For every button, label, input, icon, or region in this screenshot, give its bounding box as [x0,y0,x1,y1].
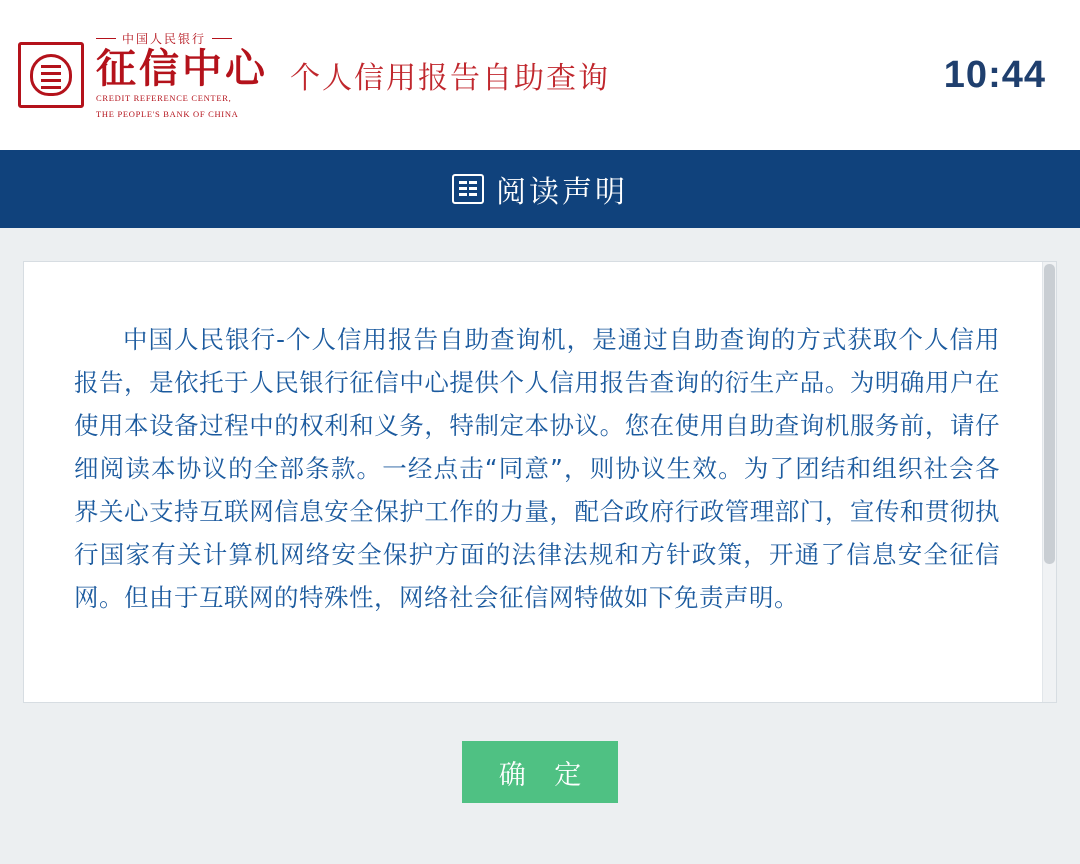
logo-main-label: 征信中心 [96,46,268,93]
section-header-bar [0,150,1080,228]
statement-scrollbar[interactable] [1042,262,1056,702]
page-title: 个人信用报告自助查询 [290,61,610,96]
logo-rule-left [96,38,116,39]
pbc-credit-center-logo [18,30,268,120]
scrollbar-thumb[interactable] [1044,264,1055,564]
logo-rule-right [212,38,232,39]
logo-english-line1: CREDIT REFERENCE CENTER, [96,93,232,104]
statement-scroll-area[interactable] [24,262,1042,702]
clock-display: 10:44 [943,53,1046,96]
app-header [0,0,1080,150]
logo-supra-text [96,30,268,47]
footer-area [462,703,618,864]
logo-supra-label: 中国人民银行 [122,32,207,47]
statement-text: 中国人民银行-个人信用报告自助查询机，是通过自助查询的方式获取个人信用报告，是依托于人民银行征信中心提供个人信用报告查询的衍生产品。为明确用户在使用本设备过程中的权利和义务，特制定本协议。您在使用自助查询机服务前，请仔细阅读本协议的全部条款。一经点击“同意”，则协议生效。为了团结和组织社会各界关心支持互联网信息安全保护工作的力量，配合政府行政管理部门，宣传和贯彻执行国家有关计算机网络安全保护方面的法律法规和方针政策，开通了信息安全征信网。但由于互联网的特殊性，网络社会征信网特做如下免责声明。 [74,325,1000,612]
logo-english-line2: THE PEOPLE'S BANK OF CHINA [96,108,239,119]
document-icon [452,174,484,204]
main-content [0,228,1080,864]
logo-text-block [96,30,268,120]
section-header-title: 阅读声明 [496,175,628,210]
confirm-button[interactable]: 确 定 [462,741,618,803]
statement-panel [23,261,1057,703]
pbc-seal-icon [18,42,84,108]
